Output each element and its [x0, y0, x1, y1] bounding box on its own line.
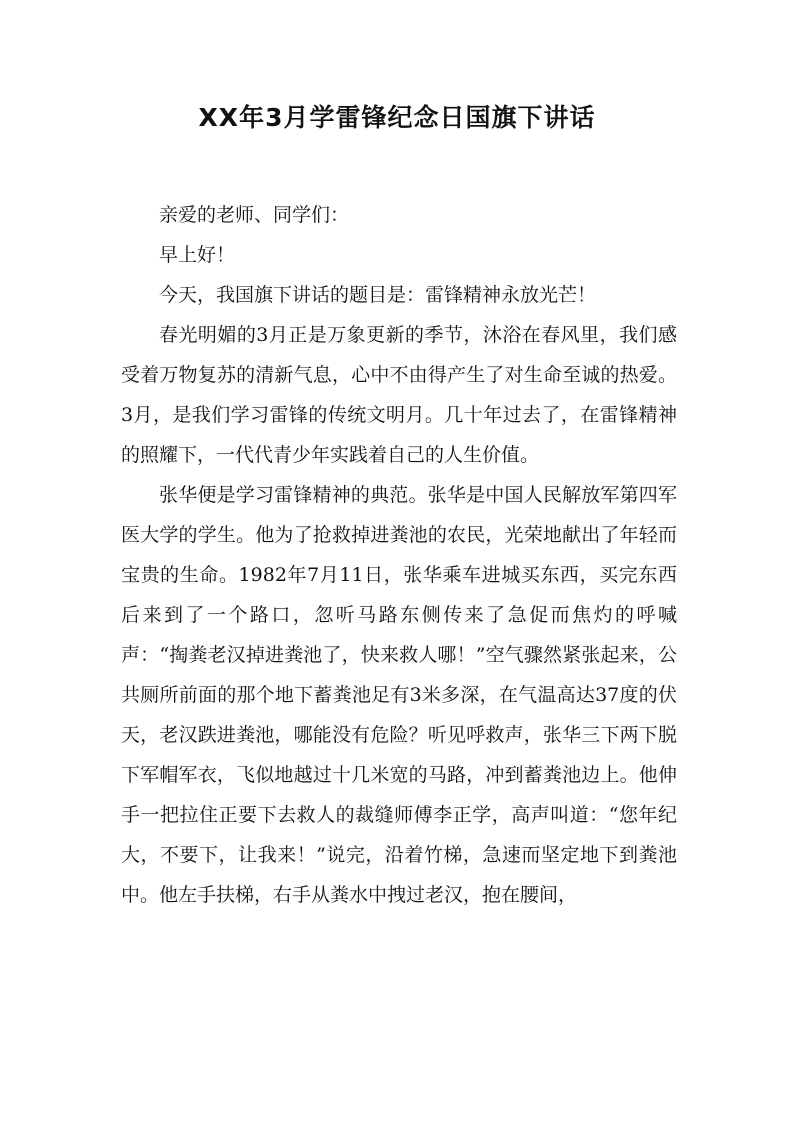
paragraph-spring: 春光明媚的3月正是万象更新的季节，沐浴在春风里，我们感受着万物复苏的清新气息，心中不由得产生了对生命至诚的热爱。3月，是我们学习雷锋的传统文明月。几十年过去了，在雷锋精神的照耀下，一代代青少年实践着自己的人生价值。: [121, 324, 677, 466]
document-title: XX年3月学雷锋纪念日国旗下讲话: [198, 103, 596, 132]
greeting: 早上好！: [159, 244, 236, 266]
paragraph-zhang-hua: 张华便是学习雷锋精神的典范。张华是中国人民解放军第四军医大学的学生。他为了抢救掉进粪池的农民，光荣地献出了年轻而宝贵的生命。1982年7月11日，张华乘车进城买东西，买完东西后来到了一个路口，忽听马路东侧传来了急促而焦灼的呼喊声：“掏粪老汉掉进粪池了，快来救人哪！”空气骤然紧张起来，公共厕所前面的那个地下蓄粪池足有3米多深，在气温高达37度的伏天，老汉跌进粪池，哪能没有危险？听见呼救声，张华三下两下脱下军帽军衣，飞似地越过十几米宽的马路，冲到蓄粪池边上。他伸手一把拉住正要下去救人的裁缝师傅李正学，高声叫道：“您年纪大，不要下，让我来！”说完，沿着竹梯，急速而坚定地下到粪池中。他左手扶梯，右手从粪水中拽过老汉，抱在腰间，: [121, 484, 677, 906]
salutation: 亲爱的老师、同学们：: [159, 204, 350, 226]
document-body: [121, 195, 677, 915]
speech-topic: 今天，我国旗下讲话的题目是：雷锋精神永放光芒！: [159, 284, 597, 306]
